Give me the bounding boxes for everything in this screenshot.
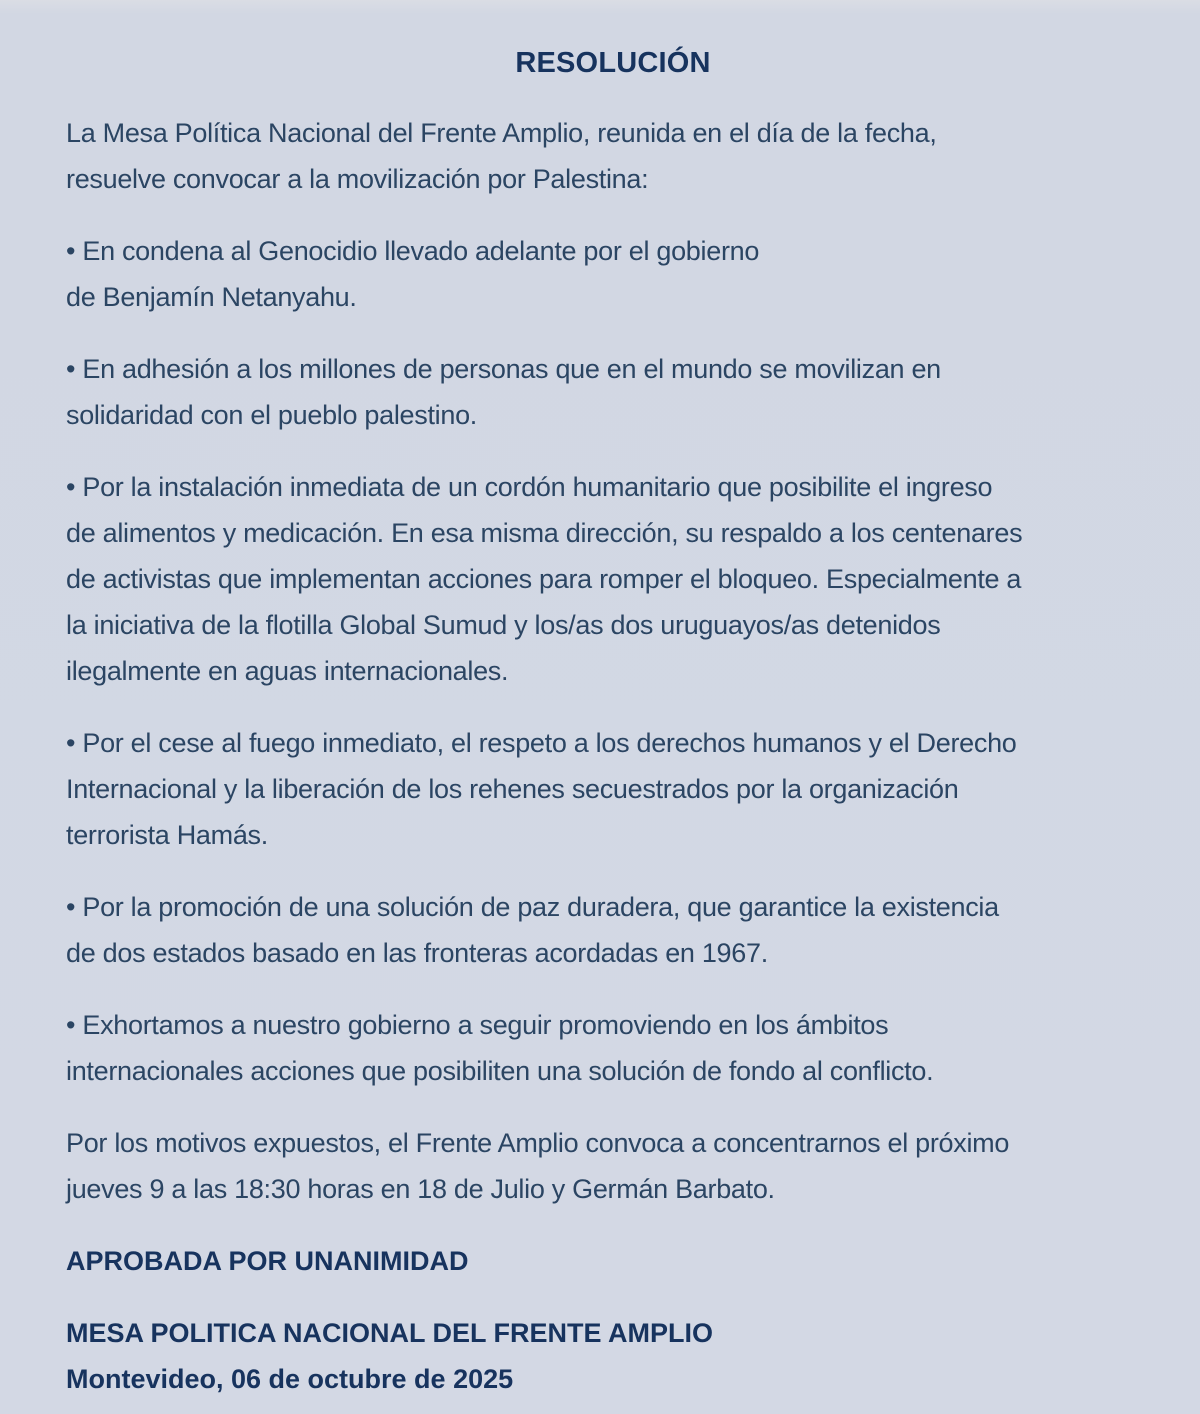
text-line: de Benjamín Netanyahu. <box>66 282 357 312</box>
bullet-item-exhortamos <box>66 1002 1160 1094</box>
text-line: • Por el cese al fuego inmediato, el respeto a los derechos humanos y el Derecho <box>66 728 1017 758</box>
text-line: • En condena al Genocidio llevado adelante por el gobierno <box>66 236 760 266</box>
approval-line <box>66 1238 1160 1284</box>
text-line: la iniciativa de la flotilla Global Sumud y los/as dos uruguayos/as detenidos <box>66 610 941 640</box>
text-line: Por los motivos expuestos, el Frente Amplio convoca a concentrarnos el próximo <box>66 1128 1010 1158</box>
closing-paragraph <box>66 1120 1160 1212</box>
signature-block <box>66 1310 1160 1402</box>
document-title: RESOLUCIÓN <box>515 47 711 79</box>
text-line: Montevideo, 06 de octubre de 2025 <box>66 1364 514 1394</box>
text-line: jueves 9 a las 18:30 horas en 18 de Julio y Germán Barbato. <box>66 1174 775 1204</box>
bullet-item-solucion-de-paz <box>66 884 1160 976</box>
text-line: APROBADA POR UNANIMIDAD <box>66 1246 469 1276</box>
text-line: • En adhesión a los millones de personas que en el mundo se movilizan en <box>66 354 941 384</box>
bullet-item-adhesion <box>66 346 1160 438</box>
text-line: resuelve convocar a la movilización por Palestina: <box>66 164 649 194</box>
text-line: ilegalmente en aguas internacionales. <box>66 656 509 686</box>
text-line: terrorista Hamás. <box>66 820 268 850</box>
text-line: de alimentos y medicación. En esa misma dirección, su respaldo a los centenares <box>66 518 1023 548</box>
intro-paragraph <box>66 110 1160 202</box>
text-line: La Mesa Política Nacional del Frente Amplio, reunida en el día de la fecha, <box>66 118 937 148</box>
bullet-item-cese-al-fuego <box>66 720 1160 858</box>
text-line: • Por la promoción de una solución de paz duradera, que garantice la existencia <box>66 892 999 922</box>
text-line: internacionales acciones que posibiliten una solución de fondo al conflicto. <box>66 1056 934 1086</box>
text-line: MESA POLITICA NACIONAL DEL FRENTE AMPLIO <box>66 1318 714 1348</box>
text-line: • Por la instalación inmediata de un cordón humanitario que posibilite el ingreso <box>66 472 993 502</box>
text-line: de activistas que implementan acciones para romper el bloqueo. Especialmente a <box>66 564 1022 594</box>
text-line: Internacional y la liberación de los rehenes secuestrados por la organización <box>66 774 959 804</box>
bullet-item-condena <box>66 228 1160 320</box>
bullet-item-cordon-humanitario <box>66 464 1160 694</box>
text-line: de dos estados basado en las fronteras acordadas en 1967. <box>66 938 768 968</box>
text-line: • Exhortamos a nuestro gobierno a seguir promoviendo en los ámbitos <box>66 1010 889 1040</box>
text-line: solidaridad con el pueblo palestino. <box>66 400 477 430</box>
